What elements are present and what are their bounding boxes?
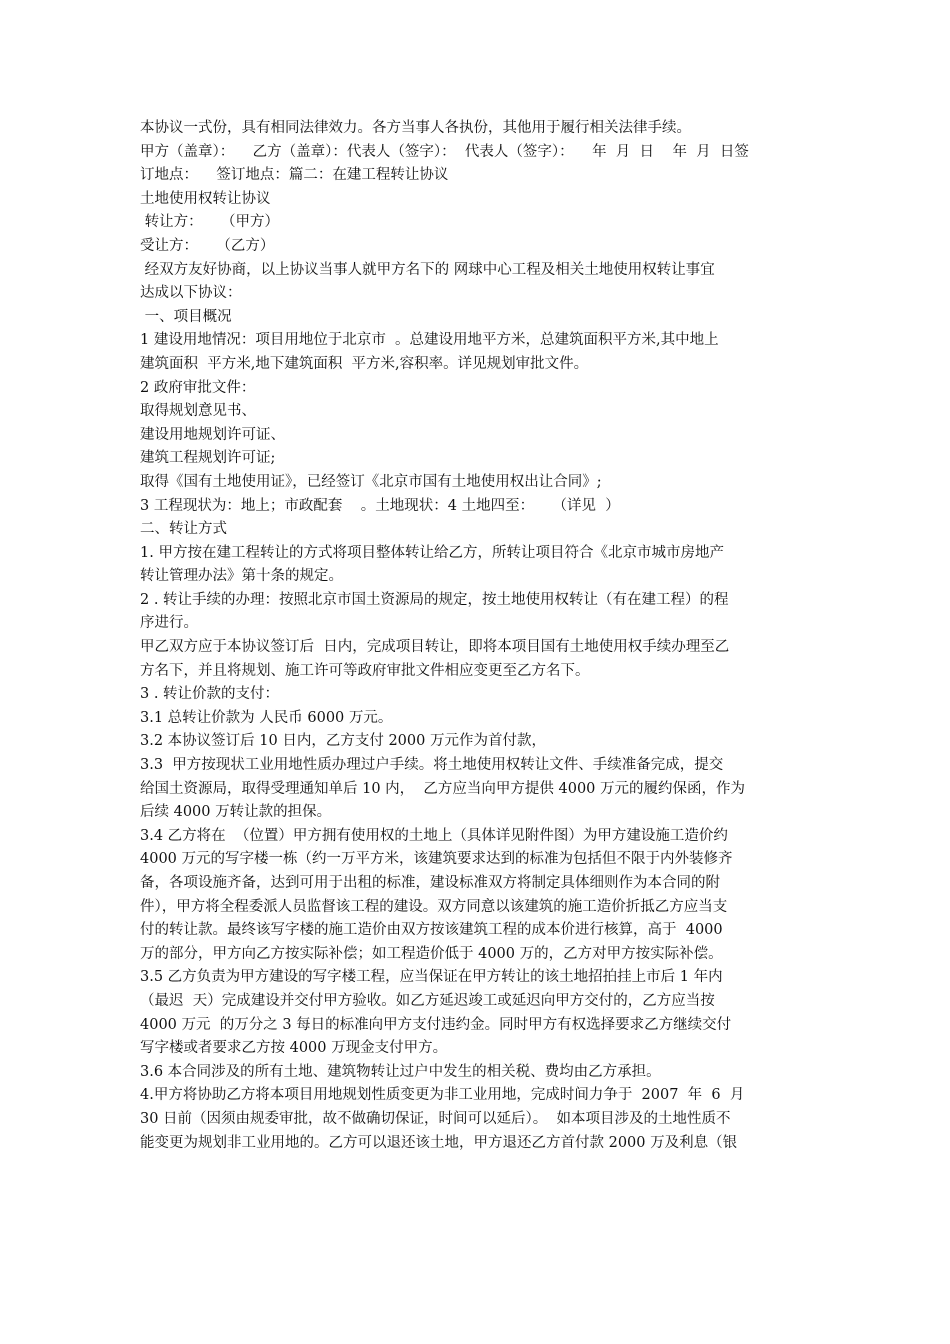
- text-line: 3.6 本合同涉及的所有土地、建筑物转让过户中发生的相关税、费均由乙方承担。: [140, 1063, 661, 1080]
- text-line: 3 工程现状为：地上；市政配套 。土地现状：4 土地四至： （详见 ）: [140, 497, 620, 514]
- text-line: 建筑工程规划许可证;: [140, 450, 276, 467]
- text-line: 达成以下协议：: [140, 285, 242, 302]
- text-line: 付的转让款。最终该写字楼的施工造价由双方按该建筑工程的成本价进行核算，高于 4000: [140, 922, 723, 939]
- text-line: 方名下，并且将规划、施工许可等政府审批文件相应变更至乙方名下。: [140, 662, 590, 679]
- text-line: 能变更为规划非工业用地的。乙方可以退还该土地，甲方退还乙方首付款 2000 万及利息（银: [140, 1134, 738, 1151]
- section-heading: 二、转让方式: [140, 521, 227, 538]
- document-body: [140, 117, 812, 1155]
- text-line: 3.3 甲方按现状工业用地性质办理过户手续。将土地使用权转让文件、手续准备完成，提交: [140, 757, 724, 774]
- text-line: 备，各项设施齐备，达到可用于出租的标准，建设标准双方将制定具体细则作为本合同的附: [140, 875, 720, 891]
- section-title: 土地使用权转让协议: [140, 190, 271, 207]
- text-line: 3.4 乙方将在 （位置）甲方拥有使用权的土地上（具体详见附件图）为甲方建设施工造价约: [140, 827, 728, 844]
- text-line: 3.5 乙方负责为甲方建设的写字楼工程，应当保证在甲方转让的该土地招拍挂上市后 1 年内: [140, 969, 723, 986]
- text-line: 3.2 本协议签订后 10 日内，乙方支付 2000 万元作为首付款，: [140, 733, 546, 750]
- text-line: 4000 万元的写字楼一栋（约一万平方米，该建筑要求达到的标准为包括但不限于内外装修齐: [140, 851, 733, 868]
- text-line: 取得规划意见书、: [140, 403, 256, 420]
- text-line: 甲乙双方应于本协议签订后 日内，完成项目转让，即将本项目国有土地使用权手续办理至乙: [140, 639, 730, 656]
- text-line: 订地点： 签订地点：篇二：在建工程转让协议: [140, 167, 449, 184]
- text-line: 3.1 总转让价款为 人民币 6000 万元。: [140, 709, 393, 726]
- text-line: 序进行。: [140, 615, 198, 632]
- text-line: 取得《国有土地使用证》，已经签订《北京市国有土地使用权出让合同》;: [140, 473, 602, 490]
- text-line: 本协议一式份，具有相同法律效力。各方当事人各执份，其他用于履行相关法律手续。: [140, 120, 691, 136]
- text-line: 3 . 转让价款的支付：: [140, 686, 280, 703]
- text-line: 件），甲方将全程委派人员监督该工程的建设。双方同意以该建筑的施工造价折抵乙方应当支: [140, 898, 728, 915]
- text-line: 后续 4000 万转让款的担保。: [140, 804, 332, 821]
- text-line: 给国土资源局，取得受理通知单后 10 内， 乙方应当向甲方提供 4000 万元的履约保函，作为: [140, 780, 746, 797]
- text-line: 建设用地规划许可证、: [140, 426, 285, 443]
- text-line: （最迟 天）完成建设并交付甲方验收。如乙方延迟竣工或延迟向甲方交付的，乙方应当按: [140, 992, 715, 1009]
- text-line: 2 政府审批文件：: [140, 379, 256, 396]
- text-line: 万的部分，甲方向乙方按实际补偿；如工程造价低于 4000 万的，乙方对甲方按实际补偿。: [140, 945, 723, 962]
- text-line: 1. 甲方按在建工程转让的方式将项目整体转让给乙方，所转让项目符合《北京市城市房地产: [140, 544, 724, 561]
- text-line: 转让管理办法》第十条的规定。: [140, 568, 343, 585]
- text-line: 甲方（盖章）： 乙方（盖章）：代表人（签字）： 代表人（签字）： 年 月 日 年 月 日签: [140, 143, 749, 160]
- text-line: 4000 万元 的万分之 3 每日的标准向甲方支付违约金。同时甲方有权选择要求乙方继续交付: [140, 1016, 732, 1033]
- text-line: 受让方： （乙方）: [140, 237, 275, 254]
- text-line: 经双方友好协商，以上协议当事人就甲方名下的 网球中心工程及相关土地使用权转让事宜: [140, 261, 715, 278]
- text-line: 建筑面积 平方米,地下建筑面积 平方米,容积率。详见规划审批文件。: [140, 355, 589, 372]
- text-line: 4.甲方将协助乙方将本项目用地规划性质变更为非工业用地，完成时间力争于 2007 年 6 月: [140, 1087, 745, 1104]
- text-line: 2 . 转让手续的办理：按照北京市国土资源局的规定，按土地使用权转让（有在建工程）的程: [140, 591, 729, 608]
- text-line: 30 日前（因须由规委审批，故不做确切保证，时间可以延后）。 如本项目涉及的土地性质不: [140, 1110, 731, 1127]
- text-line: 1 建设用地情况：项目用地位于北京市 。总建设用地平方米，总建筑面积平方米,其中地上: [140, 332, 719, 349]
- text-line: 写字楼或者要求乙方按 4000 万现金支付甲方。: [140, 1040, 448, 1057]
- section-heading: 一、项目概况: [140, 308, 232, 325]
- text-line: 转让方： （甲方）: [140, 214, 280, 231]
